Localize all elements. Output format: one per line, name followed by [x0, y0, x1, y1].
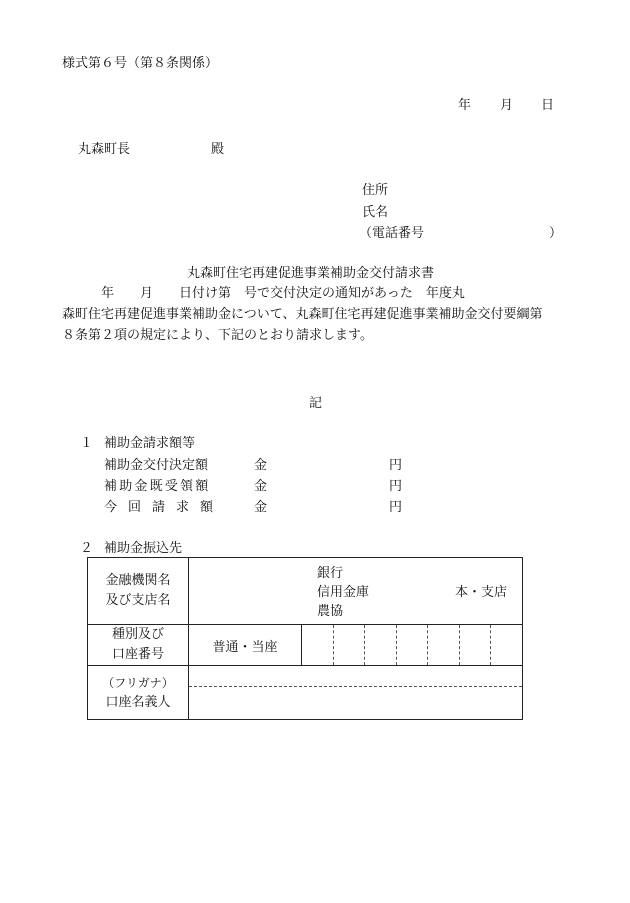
amount-row-label: 今 回 請 求 額 — [104, 500, 213, 515]
holder-name-input[interactable] — [189, 687, 522, 719]
holder-field — [189, 666, 523, 720]
option-nokyo: 農協 — [317, 604, 344, 619]
institution-label-line-2: 及び支店名 — [105, 593, 171, 608]
amount-row-kin: 金 — [254, 458, 268, 473]
form-number: 様式第６号（第８条関係） — [62, 56, 219, 71]
date-year-label: 年 — [458, 98, 472, 113]
document-title: 丸森町住宅再建促進事業補助金交付請求書 — [187, 266, 435, 281]
branch-option: 本・支店 — [455, 585, 508, 600]
paragraph-line-2: 森町住宅再建促進事業補助金について、丸森町住宅再建促進事業補助金交付要綱第 — [62, 307, 543, 322]
bank-transfer-table — [87, 557, 523, 720]
account-digit-box[interactable] — [460, 625, 492, 665]
account-digit-box[interactable] — [334, 625, 366, 665]
account-row — [88, 625, 523, 666]
holder-label-cell — [88, 666, 189, 720]
amount-row-yen: 円 — [389, 500, 403, 515]
address-label: 住所 — [362, 183, 389, 198]
option-shinkin: 信用金庫 — [317, 585, 370, 600]
section-1-heading: 補助金請求額等 — [104, 436, 196, 451]
name-label: 氏名 — [362, 205, 389, 220]
record-heading: 記 — [309, 396, 323, 411]
institution-row — [88, 558, 523, 625]
section-1-number: １ — [80, 436, 94, 451]
date-month-label: 月 — [500, 98, 514, 113]
paragraph-line-3: ８条第２項の規定により、下記のとおり請求します。 — [62, 328, 373, 343]
option-bank: 銀行 — [317, 566, 344, 581]
paragraph-line-1: 年 月 日付け第 号で交付決定の通知があった 年度丸 — [62, 286, 465, 301]
account-digit-box[interactable] — [428, 625, 460, 665]
account-label-line-1: 種別及び — [111, 627, 164, 642]
account-type[interactable]: 普通・当座 — [189, 625, 302, 665]
amount-row-kin: 金 — [254, 479, 268, 494]
amount-row-kin: 金 — [254, 500, 268, 515]
institution-label-line-1: 金融機関名 — [105, 573, 171, 588]
amount-row-label: 補助金交付決定額 — [104, 458, 209, 473]
account-digit-box[interactable] — [302, 625, 334, 665]
addressee-name: 丸森町長 — [78, 142, 131, 157]
holder-furigana-input[interactable] — [189, 666, 522, 687]
phone-close: ） — [549, 226, 563, 241]
amount-row-label: 補助金既受領額 — [104, 479, 211, 494]
account-label-line-2: 口座番号 — [111, 647, 164, 662]
date-day-label: 日 — [541, 98, 555, 113]
account-label-cell — [88, 625, 189, 666]
account-field — [189, 625, 523, 666]
request-paragraph — [62, 283, 582, 346]
institution-label-cell — [88, 558, 189, 625]
addressee-honorific: 殿 — [211, 142, 225, 157]
phone-label: （電話番号 — [359, 226, 425, 241]
holder-row — [88, 666, 523, 720]
institution-field[interactable] — [189, 558, 523, 625]
holder-furigana-label: （フリガナ） — [102, 675, 174, 690]
account-digit-box[interactable] — [491, 625, 522, 665]
amount-row-yen: 円 — [389, 458, 403, 473]
account-digit-box[interactable] — [365, 625, 397, 665]
section-2-heading: 補助金振込先 — [104, 541, 183, 556]
section-2-number: ２ — [80, 541, 94, 556]
amount-row-yen: 円 — [389, 479, 403, 494]
holder-label: 口座名義人 — [105, 694, 171, 710]
account-digit-box[interactable] — [397, 625, 429, 665]
